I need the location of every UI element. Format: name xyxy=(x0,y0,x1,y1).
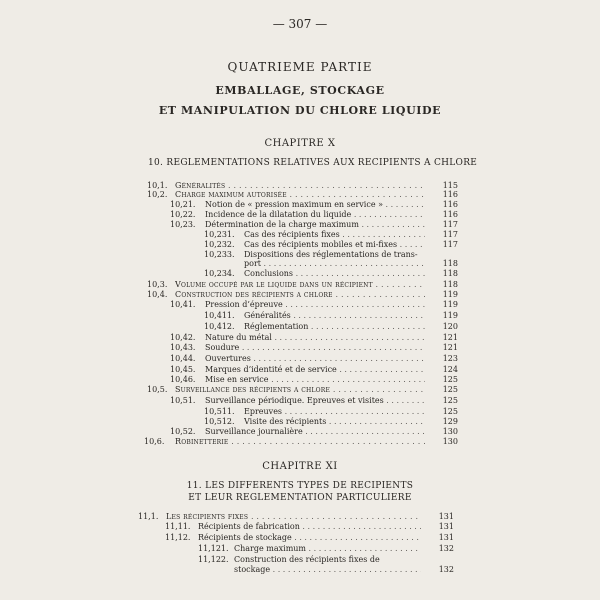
main-title-line2: ET MANIPULATION DU CHLORE LIQUIDE xyxy=(158,104,442,117)
toc-entry-page: 130 xyxy=(442,427,458,436)
toc-entry-page: 117 xyxy=(442,230,458,239)
toc-entry-title: Surveillance journalière . . . xyxy=(205,427,425,436)
toc-entry-number: 10,45. xyxy=(170,365,196,374)
toc-entry-number: 10,411. xyxy=(204,311,235,320)
toc-entry-number: 10,52. xyxy=(170,427,196,436)
chapter-xi-label: CHAPITRE XI xyxy=(262,461,338,472)
toc-entry-number: 10,5. xyxy=(147,385,168,394)
toc-entry-title: Robinetterie . . . xyxy=(175,437,425,446)
toc-entry-title: Généralités . . . xyxy=(175,181,425,190)
toc-entry-title: port . . . xyxy=(244,259,425,268)
toc-entry-number: 10,44. xyxy=(170,354,196,363)
toc-entry-title: Détermination de la charge maximum . . . xyxy=(205,220,425,229)
toc-entry-title: Incidence de la dilatation du liquide . . . xyxy=(205,210,425,219)
toc-entry-title: Surveillance périodique. Epreuves et visites . . . xyxy=(205,396,425,405)
toc-entry-title: Conclusions . . . xyxy=(244,269,425,278)
toc-entry-page: 120 xyxy=(442,322,458,331)
toc-entry-number: 10,511. xyxy=(204,407,235,416)
toc-entry-number: 10,6. xyxy=(144,437,165,446)
toc-entry-title: Les récipients fixes . . . xyxy=(166,512,421,521)
toc-entry-page: 132 xyxy=(438,544,454,553)
chapter-xi-heading-line1: 11. LES DIFFERENTS TYPES DE RECIPIENTS xyxy=(186,481,414,491)
toc-entry-title: Ouvertures . . . xyxy=(205,354,425,363)
toc-entry-page: 119 xyxy=(442,290,458,299)
toc-entry-page: 131 xyxy=(438,533,454,542)
toc-entry-page: 125 xyxy=(442,385,458,394)
toc-entry-title: Dispositions des réglementations de trans- xyxy=(244,250,418,259)
toc-entry-title: Mise en service . . . xyxy=(205,375,425,384)
toc-entry-title: Volume occupé par le liquide dans un récipient . . . xyxy=(175,280,425,289)
toc-entry-number: 10,231. xyxy=(204,230,235,239)
toc-entry-title: Cas des récipients mobiles et mi-fixes . . . xyxy=(244,240,425,249)
toc-entry-page: 129 xyxy=(442,417,458,426)
toc-entry-number: 10,2. xyxy=(147,190,168,199)
toc-entry-page: 130 xyxy=(442,437,458,446)
toc-entry-page: 118 xyxy=(442,269,458,278)
toc-entry-page: 125 xyxy=(442,407,458,416)
toc-entry-number: 10,232. xyxy=(204,240,235,249)
chapter-xi-heading-line2: ET LEUR REGLEMENTATION PARTICULIERE xyxy=(188,493,412,503)
toc-entry-number: 11,1. xyxy=(138,512,159,521)
toc-entry-page: 115 xyxy=(442,181,458,190)
toc-entry-number: 10,43. xyxy=(170,343,196,352)
toc-entry-number: 10,1. xyxy=(147,181,168,190)
toc-entry-page: 123 xyxy=(442,354,458,363)
toc-entry-title: Construction des récipients fixes de xyxy=(234,555,380,564)
toc-entry-title: Epreuves . . . xyxy=(244,407,425,416)
toc-entry-page: 131 xyxy=(438,522,454,531)
toc-entry-page: 119 xyxy=(442,311,458,320)
toc-entry-page: 121 xyxy=(442,333,458,342)
toc-entry-number: 10,46. xyxy=(170,375,196,384)
part-title: QUATRIEME PARTIE xyxy=(227,60,373,74)
toc-entry-number: 10,512. xyxy=(204,417,235,426)
chapter-x-label: CHAPITRE X xyxy=(264,138,336,149)
toc-entry-title: Charge maximum . . . xyxy=(234,544,421,553)
toc-entry-page: 116 xyxy=(442,210,458,219)
toc-entry-number: 10,412. xyxy=(204,322,235,331)
main-title-line1: EMBALLAGE, STOCKAGE xyxy=(215,84,385,97)
toc-entry-number: 10,23. xyxy=(170,220,196,229)
toc-entry-number: 10,3. xyxy=(147,280,168,289)
toc-entry-title: Marques d’identité et de service . . . xyxy=(205,365,425,374)
chapter-x-heading: 10. REGLEMENTATIONS RELATIVES AUX RECIPIENTS A CHLORE xyxy=(148,158,478,168)
toc-entry-page: 117 xyxy=(442,220,458,229)
toc-entry-number: 10,51. xyxy=(170,396,196,405)
toc-entry-page: 116 xyxy=(442,200,458,209)
toc-entry-page: 125 xyxy=(442,375,458,384)
page-number: — 307 — xyxy=(272,17,328,31)
toc-entry-number: 11,12. xyxy=(165,533,191,542)
toc-entry-page: 125 xyxy=(442,396,458,405)
toc-entry-title: Charge maximum autorisée . . . xyxy=(175,190,425,199)
toc-entry-page: 131 xyxy=(438,512,454,521)
toc-entry-title: Cas des récipients fixes . . . xyxy=(244,230,425,239)
toc-entry-number: 11,121. xyxy=(198,544,229,553)
toc-entry-page: 118 xyxy=(442,280,458,289)
toc-entry-title: Récipients de fabrication . . . xyxy=(198,522,421,531)
toc-entry-title: Surveillance des récipients a chlore . . . xyxy=(175,385,425,394)
toc-entry-page: 124 xyxy=(442,365,458,374)
toc-entry-number: 10,4. xyxy=(147,290,168,299)
toc-entry-title: Généralités . . . xyxy=(244,311,425,320)
toc-entry-title: Récipients de stockage . . . xyxy=(198,533,421,542)
toc-entry-number: 10,233. xyxy=(204,250,235,259)
toc-entry-number: 11,11. xyxy=(165,522,191,531)
toc-entry-page: 118 xyxy=(442,259,458,268)
toc-entry-title: Nature du métal . . . xyxy=(205,333,425,342)
toc-entry-title: Soudure . . . xyxy=(205,343,425,352)
toc-entry-number: 10,22. xyxy=(170,210,196,219)
toc-entry-number: 10,21. xyxy=(170,200,196,209)
toc-entry-title: Réglementation . . . xyxy=(244,322,425,331)
toc-entry-page: 117 xyxy=(442,240,458,249)
toc-entry-number: 10,41. xyxy=(170,300,196,309)
toc-entry-page: 132 xyxy=(438,565,454,574)
toc-entry-number: 10,234. xyxy=(204,269,235,278)
toc-entry-page: 121 xyxy=(442,343,458,352)
toc-entry-title: Construction des récipients a chlore . . . xyxy=(175,290,425,299)
toc-entry-title: Pression d’épreuve . . . xyxy=(205,300,425,309)
toc-entry-number: 11,122. xyxy=(198,555,229,564)
toc-entry-title: Notion de « pression maximum en service » . . . xyxy=(205,200,425,209)
toc-entry-title: Visite des récipients . . . xyxy=(244,417,425,426)
toc-entry-title: stockage . . . xyxy=(234,565,421,574)
toc-entry-page: 116 xyxy=(442,190,458,199)
toc-entry-page: 119 xyxy=(442,300,458,309)
toc-entry-number: 10,42. xyxy=(170,333,196,342)
